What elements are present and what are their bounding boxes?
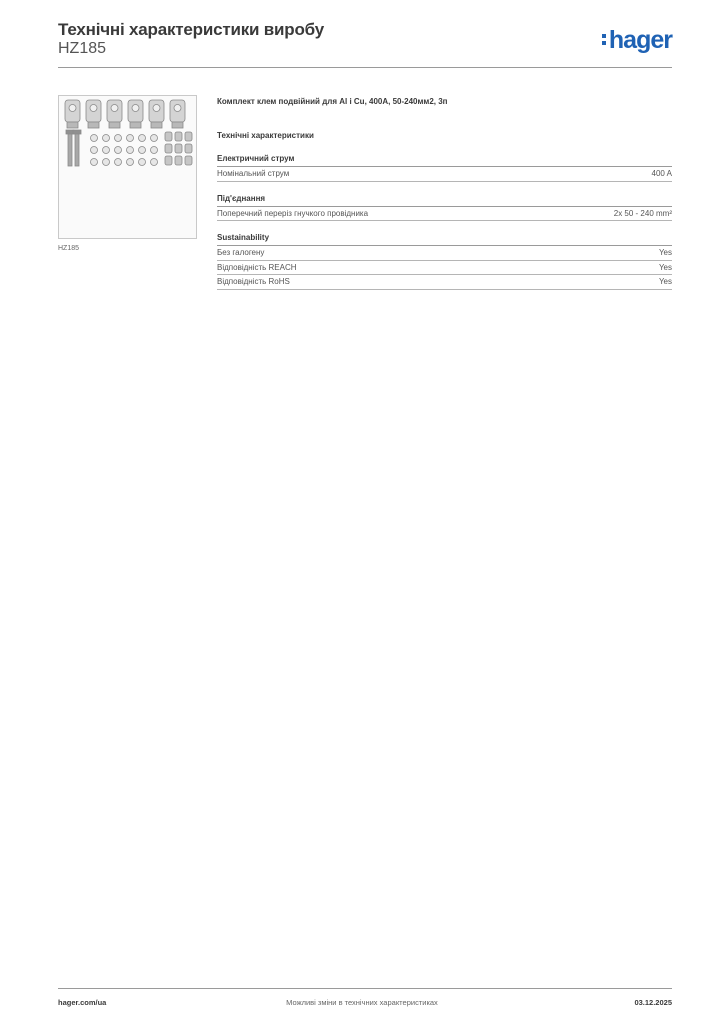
footer-date: 03.12.2025: [634, 998, 672, 1007]
product-image-caption: HZ185: [58, 245, 80, 252]
product-image: [58, 95, 197, 239]
page-title: Технічні характеристики виробу: [58, 20, 324, 39]
spec-row: [217, 167, 672, 182]
terminal-kit-photo-icon: [59, 96, 196, 238]
spec-label: Відповідність REACH: [217, 262, 297, 272]
hager-logo[interactable]: [602, 26, 672, 55]
spec-row: [217, 207, 672, 222]
product-name: Комплект клем подвійний для Al i Cu, 400A, 50-240мм2, 3п: [217, 97, 448, 106]
spec-value: 2x 50 - 240 mm²: [613, 208, 672, 218]
spec-value: 400 A: [651, 169, 672, 178]
logo-colon-mark: [602, 32, 606, 46]
footer-notice: Можливі зміни в технічних характеристиках: [286, 998, 438, 1007]
spec-label: Відповідність RoHS: [217, 277, 290, 286]
header-divider: [58, 67, 672, 68]
group-connection: [217, 193, 672, 222]
spec-row: [217, 275, 672, 290]
footer-divider: [58, 988, 672, 989]
spec-value: Yes: [658, 262, 672, 272]
specification-panel: [217, 96, 672, 290]
group-sustainability: [217, 232, 672, 290]
spec-value: Yes: [658, 248, 672, 257]
spec-label: Без галогену: [217, 248, 265, 257]
group-title: Sustainability: [217, 232, 672, 246]
section-title: Технічні характеристики: [217, 131, 314, 140]
spec-row: [217, 246, 672, 261]
spec-row: [217, 261, 672, 276]
spec-label: Номінальний струм: [217, 169, 290, 178]
group-title: Електричний струм: [217, 153, 672, 167]
spec-label: Поперечний переріз гнучкого провідника: [217, 208, 369, 218]
footer-website-link[interactable]: hager.com/ua: [58, 998, 107, 1007]
group-electric-current: [217, 153, 672, 182]
spec-value: Yes: [658, 277, 672, 286]
logo-text: hager: [608, 26, 672, 54]
group-title: Під'єднання: [217, 193, 672, 207]
product-code-subtitle: HZ185: [58, 40, 107, 57]
